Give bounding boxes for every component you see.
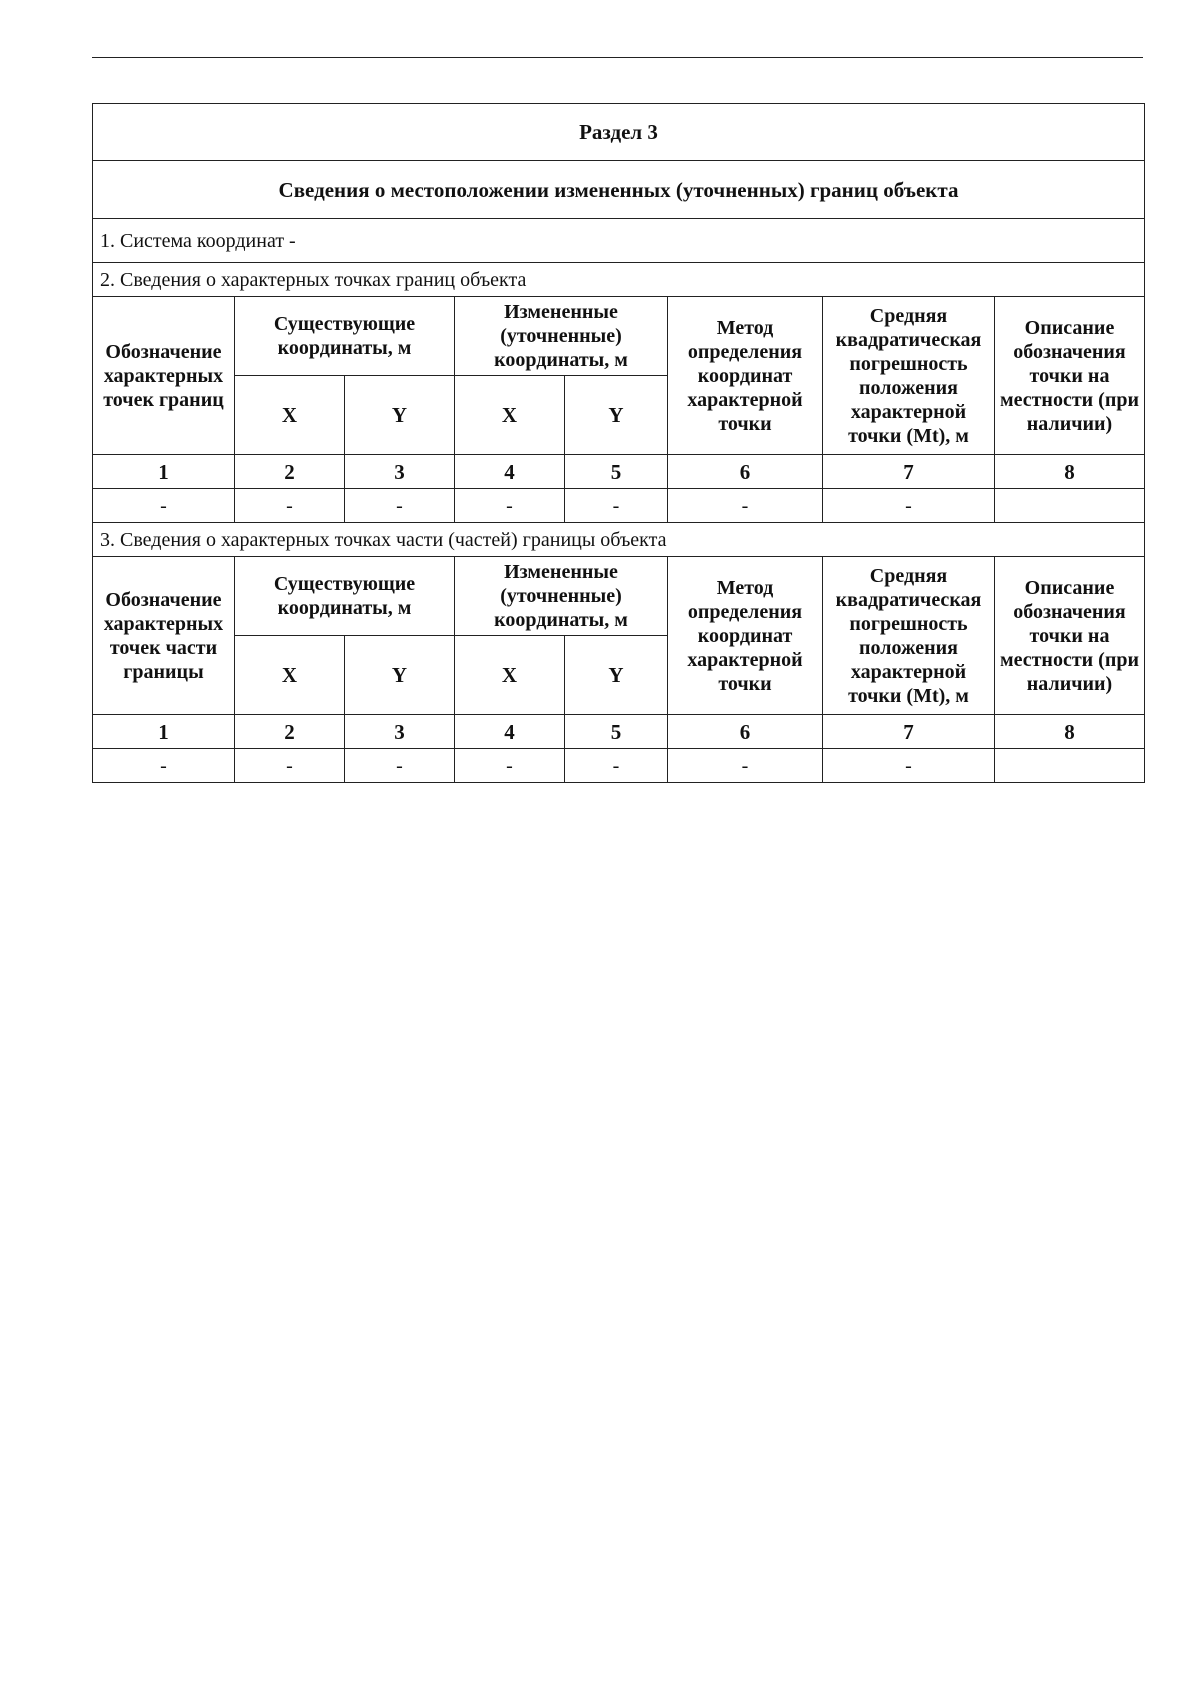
block2-col-number: 8 bbox=[995, 715, 1145, 749]
block1-cell: - bbox=[455, 489, 565, 523]
block1-header-x-changed: X bbox=[455, 376, 565, 455]
block1-col-number: 8 bbox=[995, 455, 1145, 489]
block2-header-existing: Существующие координаты, м bbox=[235, 557, 455, 636]
block1-cell: - bbox=[345, 489, 455, 523]
block2-col-number: 2 bbox=[235, 715, 345, 749]
block1-col-number: 4 bbox=[455, 455, 565, 489]
block1-cell: - bbox=[668, 489, 823, 523]
block2-col-number: 3 bbox=[345, 715, 455, 749]
block2-cell: - bbox=[455, 749, 565, 783]
block1-col-number: 5 bbox=[565, 455, 668, 489]
block1-cell bbox=[995, 489, 1145, 523]
block1-header-error: Средняя квадратическая погрешность положения характерной точки (Mt), м bbox=[823, 297, 995, 455]
block2-cell: - bbox=[565, 749, 668, 783]
block2-header-y-existing: Y bbox=[345, 636, 455, 715]
section-3-table bbox=[92, 103, 1145, 783]
block2-header-x-changed: X bbox=[455, 636, 565, 715]
block2-cell: - bbox=[668, 749, 823, 783]
block1-header-existing: Существующие координаты, м bbox=[235, 297, 455, 376]
block1-header-x-existing: X bbox=[235, 376, 345, 455]
block2-cell: - bbox=[235, 749, 345, 783]
block2-title: 3. Сведения о характерных точках части (частей) границы объекта bbox=[93, 523, 1145, 557]
block2-col-number: 1 bbox=[93, 715, 235, 749]
section-subtitle: Сведения о местоположении измененных (уточненных) границ объекта bbox=[93, 161, 1145, 219]
block1-header-designation: Обозначение характерных точек границ bbox=[93, 297, 235, 455]
block1-cell: - bbox=[235, 489, 345, 523]
block1-cell: - bbox=[565, 489, 668, 523]
block2-header-description: Описание обозначения точки на местности (при наличии) bbox=[995, 557, 1145, 715]
block2-header-x-existing: X bbox=[235, 636, 345, 715]
block1-header-y-changed: Y bbox=[565, 376, 668, 455]
block2-header-y-changed: Y bbox=[565, 636, 668, 715]
block1-header-changed: Измененные (уточненные) координаты, м bbox=[455, 297, 668, 376]
block1-cell: - bbox=[823, 489, 995, 523]
block2-header-changed: Измененные (уточненные) координаты, м bbox=[455, 557, 668, 636]
block1-header-method: Метод определения координат характерной точки bbox=[668, 297, 823, 455]
block1-header-description: Описание обозначения точки на местности (при наличии) bbox=[995, 297, 1145, 455]
block1-col-number: 1 bbox=[93, 455, 235, 489]
block2-header-error: Средняя квадратическая погрешность положения характерной точки (Mt), м bbox=[823, 557, 995, 715]
block2-header-method: Метод определения координат характерной точки bbox=[668, 557, 823, 715]
block2-cell: - bbox=[345, 749, 455, 783]
block1-col-number: 7 bbox=[823, 455, 995, 489]
block2-col-number: 6 bbox=[668, 715, 823, 749]
block2-cell bbox=[995, 749, 1145, 783]
block2-cell: - bbox=[823, 749, 995, 783]
block1-cell: - bbox=[93, 489, 235, 523]
block1-table-row bbox=[93, 489, 1145, 523]
block1-header-y-existing: Y bbox=[345, 376, 455, 455]
top-rule bbox=[92, 57, 1143, 58]
block1-title: 2. Сведения о характерных точках границ объекта bbox=[93, 263, 1145, 297]
block1-col-number: 2 bbox=[235, 455, 345, 489]
block1-col-number: 6 bbox=[668, 455, 823, 489]
block2-col-number: 5 bbox=[565, 715, 668, 749]
block2-cell: - bbox=[93, 749, 235, 783]
block2-table-row bbox=[93, 749, 1145, 783]
block1-col-number: 3 bbox=[345, 455, 455, 489]
block2-col-number: 7 bbox=[823, 715, 995, 749]
block2-header-designation: Обозначение характерных точек части границы bbox=[93, 557, 235, 715]
section-title: Раздел 3 bbox=[93, 104, 1145, 161]
coord-system-row: 1. Система координат - bbox=[93, 219, 1145, 263]
block2-col-number: 4 bbox=[455, 715, 565, 749]
